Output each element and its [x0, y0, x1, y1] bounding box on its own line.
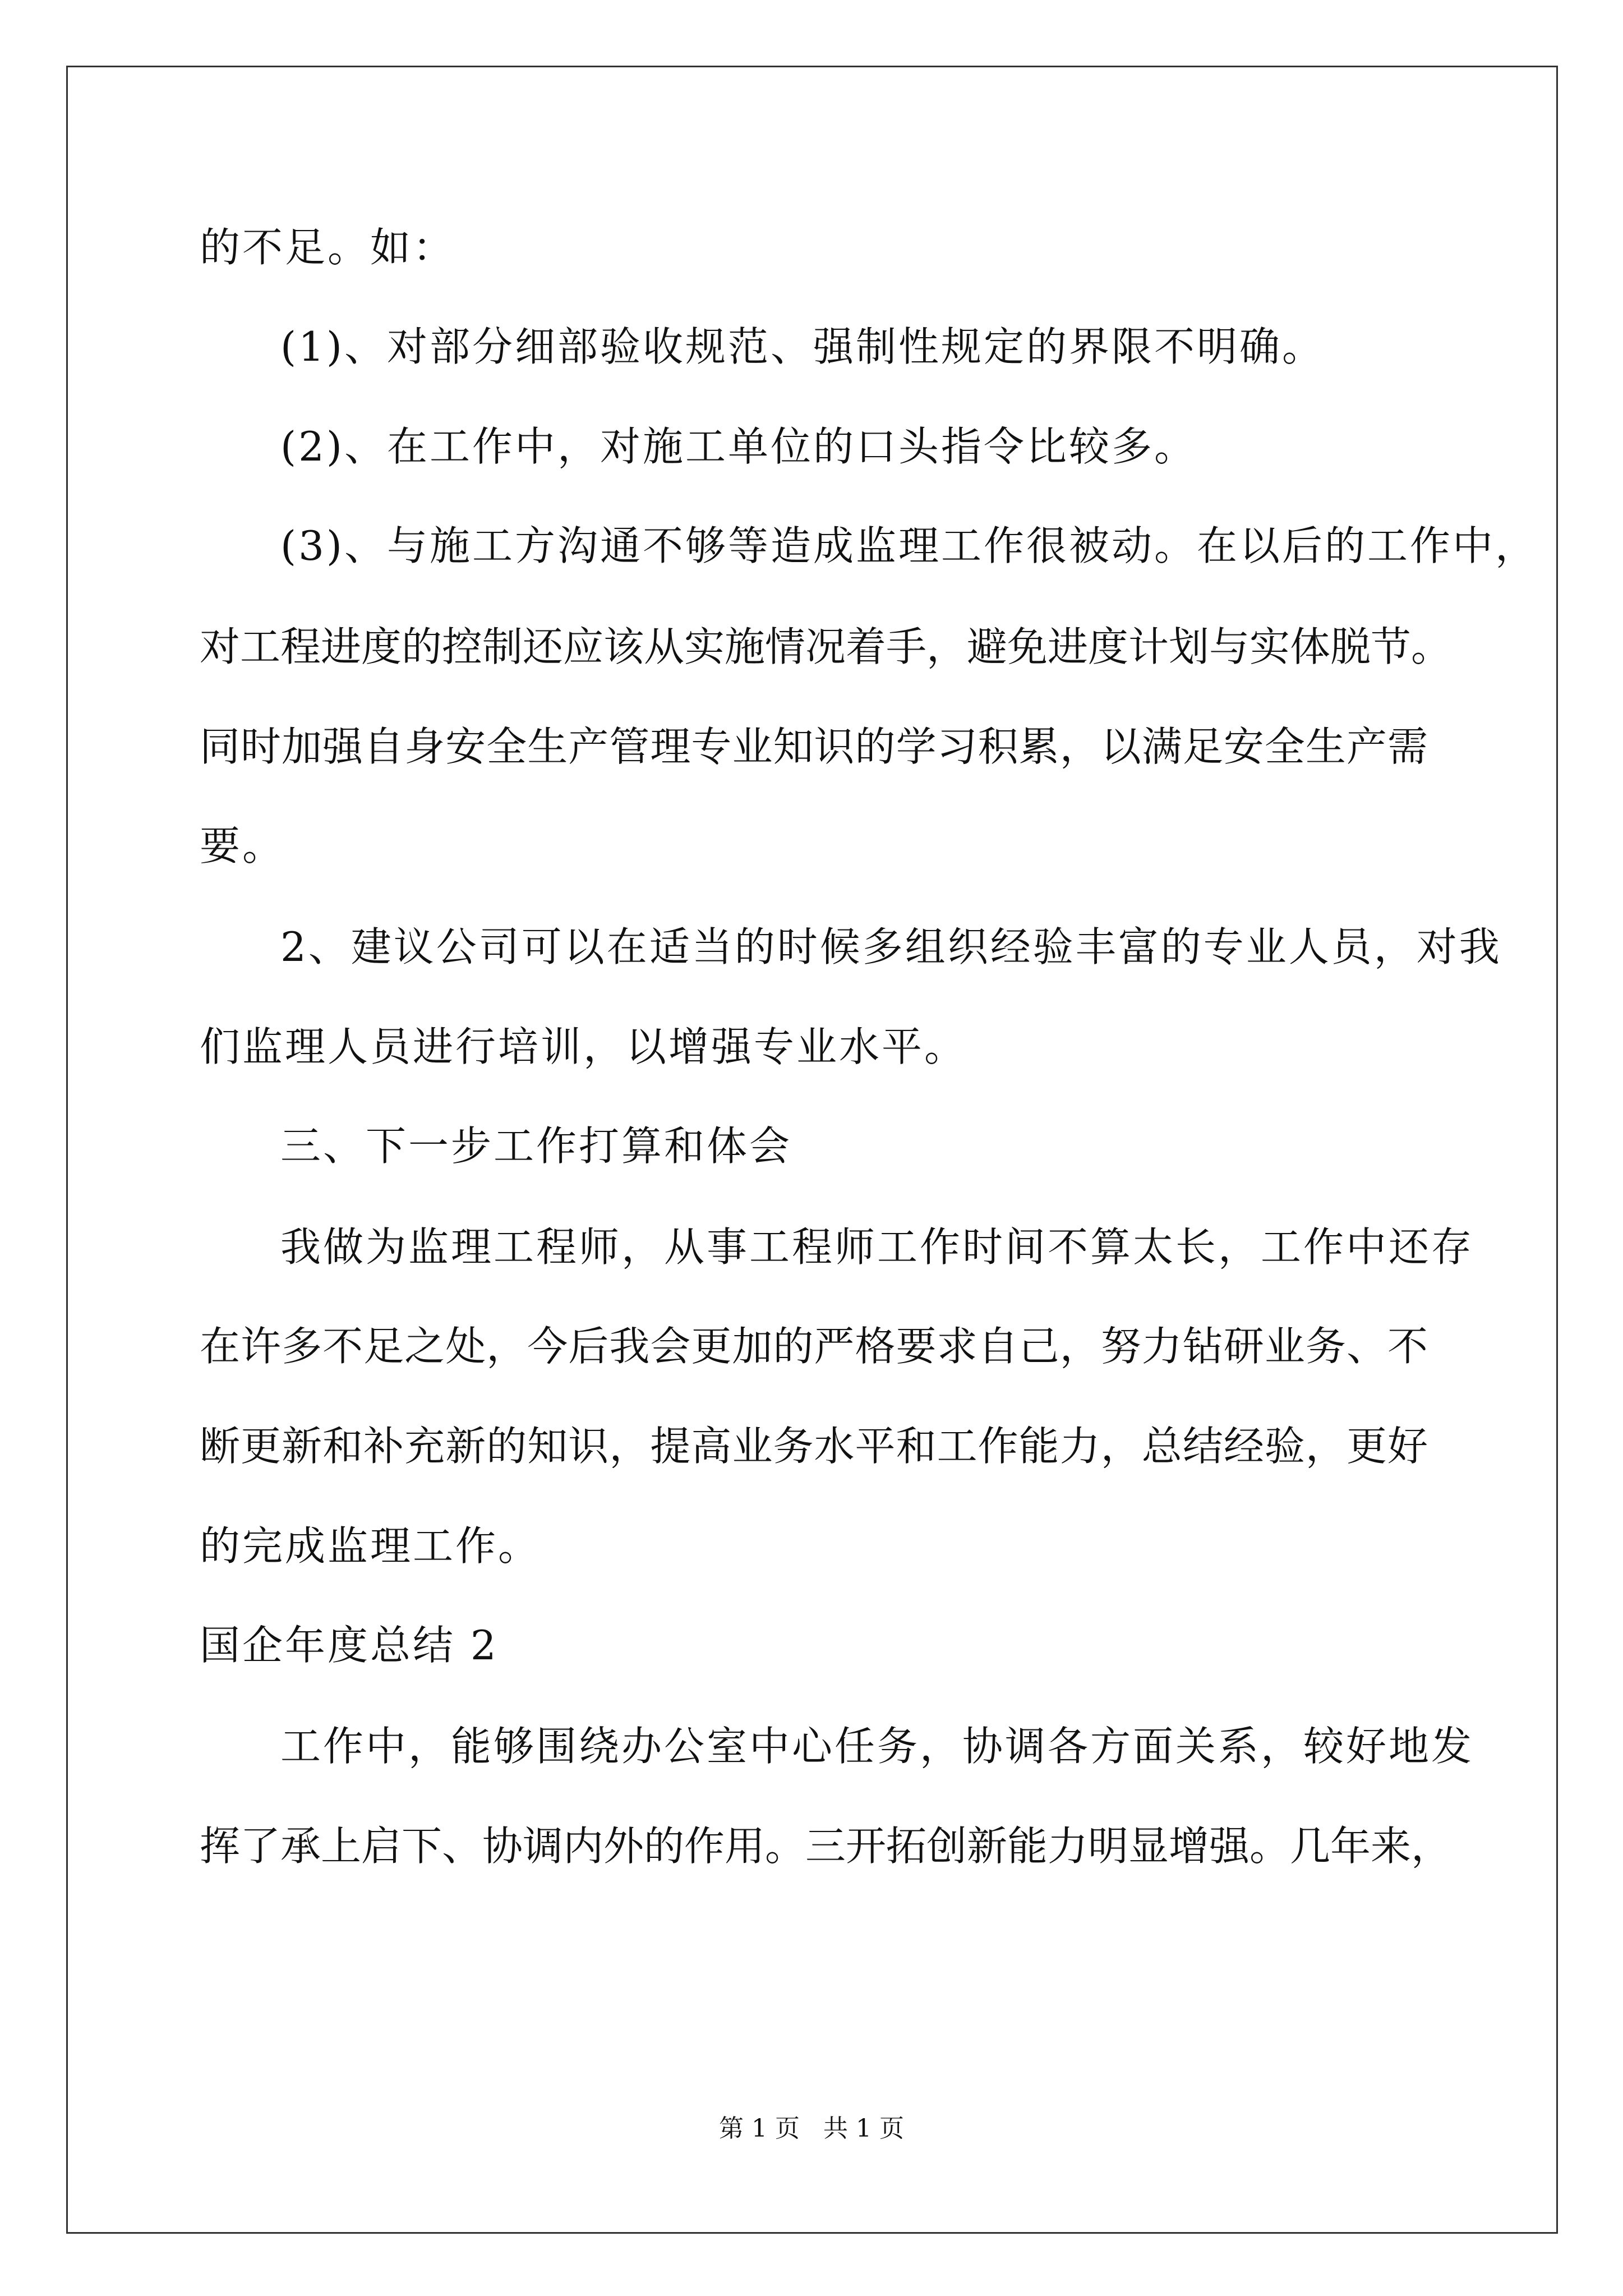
text-line: 们监理人员进行培训，以增强专业水平。: [200, 1023, 967, 1070]
list-item-1: (1)、对部分细部验收规范、强制性规定的界限不明确。: [280, 323, 1325, 370]
section-heading: 三、下一步工作打算和体会: [280, 1122, 792, 1170]
text-line: 我做为监理工程师，从事工程师工作时间不算太长，工作中还存: [280, 1223, 1474, 1271]
document-title: 国企年度总结 2: [200, 1622, 499, 1669]
text-line: 要。: [200, 822, 285, 869]
text-line: 的完成监理工作。: [200, 1522, 541, 1570]
page-footer: 第 1 页 共 1 页: [719, 2114, 904, 2143]
text-line: 对工程进度的控制还应该从实施情况着手，避免进度计划与实体脱节。: [200, 623, 1452, 670]
suggestion-item-2: 2、建议公司可以在适当的时候多组织经验丰富的专业人员，对我: [280, 923, 1502, 970]
text-line: 的不足。如：: [200, 224, 456, 271]
text-line: 在许多不足之处，今后我会更加的严格要求自己，努力钻研业务、不: [200, 1323, 1428, 1370]
text-line: 挥了承上启下、协调内外的作用。三开拓创新能力明显增强。几年来，: [200, 1823, 1452, 1870]
list-item-3: (3)、与施工方沟通不够等造成监理工作很被动。在以后的工作中，: [280, 522, 1538, 569]
list-item-2: (2)、在工作中，对施工单位的口头指令比较多。: [280, 423, 1197, 470]
text-line: 工作中，能够围绕办公室中心任务，协调各方面关系，较好地发: [280, 1723, 1474, 1770]
text-line: 同时加强自身安全生产管理专业知识的学习积累，以满足安全生产需: [200, 723, 1428, 770]
text-line: 断更新和补充新的知识，提高业务水平和工作能力，总结经验，更好: [200, 1423, 1428, 1470]
